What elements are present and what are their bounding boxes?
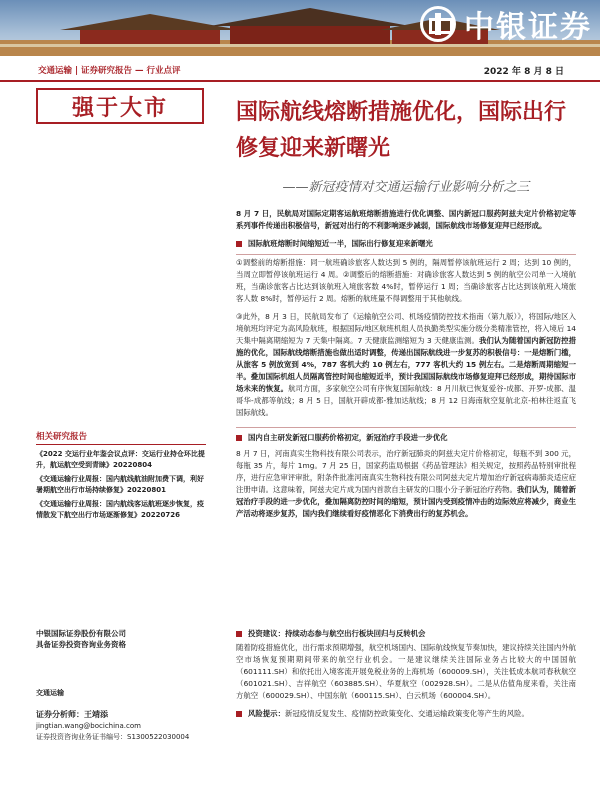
section1-heading-text: 国际航班熔断时间缩短近一半，国际出行修复迎来新曙光 — [248, 239, 433, 248]
related-reports-heading: 相关研究报告 — [36, 430, 206, 445]
related-report-item[interactable]: 《交通运输行业周报：国内航线航油附加费下调，利好暑期航空出行市场持续修复》20220801 — [36, 475, 204, 494]
report-subtitle: ——新冠疫情对交通运输行业影响分析之三 — [282, 180, 530, 195]
risk-heading: 风险提示： — [248, 709, 285, 718]
analyst-cert: 证券投资咨询业务证书编号：S1300522030004 — [36, 733, 190, 741]
section2-para — [236, 448, 576, 520]
bullet-square-icon — [236, 241, 242, 247]
analyst-email[interactable]: jingtian.wang@bocichina.com — [36, 722, 141, 730]
brand-name: 中银证券 — [464, 10, 592, 45]
meta-bar — [0, 60, 600, 82]
bottom-column — [236, 628, 576, 722]
section1-para1: ①调整前的熔断措施：同一航班确诊旅客人数达到 5 例的，隔周暂停该航班运行 2 周；达到 10 例的，当周立即暂停该航班运行 4 周。②调整后的熔断措施：对确诊旅客人数达到 5 例的航空公司单一入境航班，当确诊旅客占比达到该航班入境旅客数 4%时，暂停运行 1 周；当确诊旅客占比达到该航班入境旅客人数 8%时，暂停运行 2 周。熔断的航班量不得调整用于其他航线。 — [236, 258, 576, 303]
section1-para2-text: ③此外，8 月 3 日，民航局发布了《运输航空公司、机场疫情防控技术指南（第九版）》，将国际/地区入境航班均评定为高风险航班，根据国际/地区航班机组人员执勤类型实施分级分类精准管控，将入境后 14 天集中隔离期缩短为 7 天集中隔离。7 天健康监测缩短为 3 天健康监测。 — [236, 312, 576, 345]
bullet-square-icon — [236, 631, 242, 637]
section1-para2-bold: 我们认为随着国内新冠防控措施的优化，国际航线熔断措施也做出适时调整，传递出国际航线进一步复苏的积极信号：一是熔断门槛，从旅客 5 例放宽到 4%，787 客机大约 10 例左右，777 客机大约 15 例左右。二是熔断周期缩短一半。叠加国际机组人员隔离管控时间也缩短近半，预计我国国际航线市场修复迎拜已经形成，期待国际市场未来的恢复。 — [236, 336, 576, 393]
main-column — [236, 208, 576, 526]
brand-logo-group — [420, 2, 592, 46]
related-report-item[interactable]: 《交通运输行业周报：国内航线客运航班逐步恢复，疫情散发下航空出行市场逐渐修复》20220726 — [36, 500, 204, 519]
risk-section — [236, 708, 576, 720]
section2-heading — [236, 432, 576, 444]
bullet-square-icon — [236, 435, 242, 441]
analyst-name: 证券分析师：王靖添 — [36, 710, 108, 719]
section1-body — [236, 254, 576, 428]
header-banner — [0, 0, 600, 56]
company-info: 中银国际证券股份有限公司 具备证券投资咨询业务资格 — [36, 629, 126, 649]
rating-badge: 强于大市 — [36, 88, 204, 124]
section2-para-bold: 我们认为，随着新冠治疗手段的进一步优化，叠加隔离防控时间的缩短，预计国内受到疫情冲击的边际效应将减少，商业生产活动将逐步复苏，国内我们继续看好疫情恶化下消费出行的复苏机会。 — [236, 485, 576, 518]
report-title: 国际航线熔断措施优化，国际出行修复迎来新曙光 — [236, 99, 567, 161]
section1-para2 — [236, 311, 576, 419]
section2-para-text: 8 月 7 日，河南真实生物科技有限公司表示，治疗新冠肺炎的阿兹夫定片价格初定，每瓶不到 300 元，每瓶 35 片，每片 1mg。7 月 25 日，国家药监局根据《药品管理法》相关规定，按照药品特别审批程序，进行应急审评审批，附条件批准河南真实生物科技有限公司阿兹夫定片增加治疗新冠病毒肺炎适应症注册申请。这意味着，阿兹夫定片成为国内首款自主研发的口服小分子新冠治疗药物。 — [236, 449, 576, 494]
suggestion-para: 随着防疫措施优化，出行需求预期增强，航空机场国内、国际航线恢复节奏加快，建议持续关注国内外航空市场恢复预期期间带来的航空行业机会。一是建议继续关注国际业务占比较大的中国国航（601111.SH）和依托出入境客流开展免税业务的上海机场（600009.SH），关注低成本航司春秋航空（601021.SH）、吉祥航空（603885.SH）、华夏航空（002928.SH）。二是从估值角度来看，关注南方航空（600029.SH）、中国东航（600115.SH）、白云机场（600004.SH）。 — [236, 643, 576, 700]
section1-para3-text: 航司方面，多家航空公司有序恢复国际航线：8 月川航已恢复爱谷-成都、开罗-成都、温哥华-成都等航线；8 月 5 日，国航开辟成都-雅加达航线；8 月 12 日海南航空复航北京-柏林往返直飞国际航线。 — [236, 384, 576, 417]
boc-logo-icon — [420, 6, 456, 42]
related-report-item[interactable]: 《2022 交运行业年鉴会议点评：交运行业持仓环比提升，航运航空受到青睐》20220804 — [36, 450, 205, 469]
related-reports — [36, 430, 206, 524]
suggestion-heading — [236, 628, 576, 640]
suggestion-heading-text: 投资建议：持续动态参与航空出行板块回归与反转机会 — [248, 629, 426, 638]
report-category: 交通运输 | 证券研究报告 — 行业点评 — [38, 66, 181, 76]
analyst-info — [36, 688, 216, 743]
sector-label: 交通运输 — [36, 689, 64, 697]
section2-heading-text: 国内自主研发新冠口服药价格初定，新冠治疗手段进一步优化 — [248, 433, 448, 442]
section1-heading — [236, 238, 576, 250]
report-date: 2022 年 8 月 8 日 — [483, 67, 564, 77]
risk-text: 新冠疫情反复发生、疫情防控政策变化、交通运输政策变化等产生的风险。 — [284, 709, 529, 718]
summary-paragraph: 8 月 7 日，民航局对国际定期客运航班熔断措施进行优化调整、国内新冠口服药阿兹夫定片价格初定等系列事件传递出积极信号，新冠对出行的不利影响逐步减弱，国际航线市场修复迎拜已经形成。 — [236, 209, 576, 230]
bullet-square-icon — [236, 711, 242, 717]
